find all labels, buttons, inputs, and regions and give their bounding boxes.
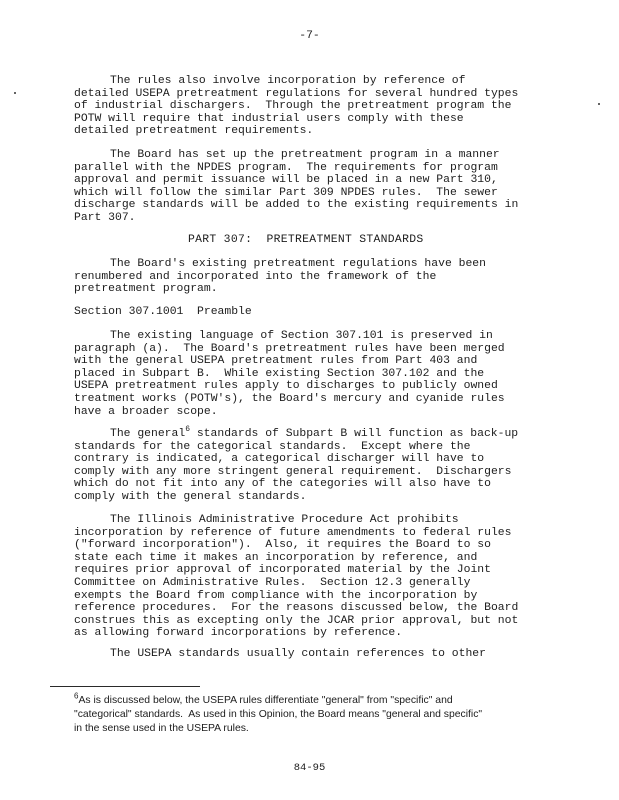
text-line: USEPA pretreatment rules apply to discharges to publicly owned <box>74 380 498 393</box>
footnote-reference: 6 <box>185 425 191 435</box>
text-line: POTW will require that industrial users comply with these <box>74 112 464 125</box>
text-line <box>74 425 554 441</box>
text-line: The rules also involve incorporation by reference of <box>110 75 466 87</box>
folio-number: 84-95 <box>293 762 326 774</box>
text-line: detailed pretreatment requirements. <box>74 125 314 138</box>
text-line: approval and permit issuance will be placed in a new Part 310, <box>74 174 498 187</box>
text-line: reference procedures. For the reasons discussed below, the Board <box>74 602 519 615</box>
footnote-line <box>74 691 574 708</box>
text-line: discharge standards will be added to the existing requirements in <box>74 199 519 212</box>
paragraph-renumbered <box>74 258 554 296</box>
footnote-line: "categorical" standards. As used in this Opinion, the Board means "general and specific" <box>74 709 483 720</box>
text-line: The Board's existing pretreatment regulations have been <box>110 258 486 270</box>
scan-speck <box>14 92 16 94</box>
footnote-mark: 6 <box>74 691 79 701</box>
text-line: renumbered and incorporated into the framework of the <box>74 270 437 283</box>
text-line: comply with the general standards. <box>74 490 307 503</box>
part-heading: PART 307: PRETREATMENT STANDARDS <box>188 234 424 246</box>
section-heading: Section 307.1001 Preamble <box>74 306 252 318</box>
text-line: incorporation by reference of future amendments to federal rules <box>74 526 512 539</box>
text-line: The Illinois Administrative Procedure Act prohibits <box>110 514 459 526</box>
text-line: which will follow the similar Part 309 NPDES rules. The sewer <box>74 186 498 199</box>
text-line: parallel with the NPDES program. The requirements for program <box>74 161 498 174</box>
text-line: Committee on Administrative Rules. Section 12.3 generally <box>74 576 471 589</box>
footnote-line: in the sense used in the USEPA rules. <box>74 723 249 734</box>
page-number: -7- <box>299 30 320 42</box>
text-line: treatment works (POTW's), the Board's mercury and cyanide rules <box>74 392 505 405</box>
text-line: as allowing forward incorporations by reference. <box>74 627 403 640</box>
text-line: exempts the Board from compliance with the incorporation by <box>74 589 478 602</box>
text-line: pretreatment program. <box>74 283 218 296</box>
text-line: Part 307. <box>74 211 136 224</box>
text-line: ("forward incorporation"). Also, it requires the Board to so <box>74 539 491 552</box>
paragraph-existing-language <box>74 330 554 418</box>
paragraph-incorporation <box>74 75 554 138</box>
scan-speck <box>598 103 600 105</box>
text-line: The Board has set up the pretreatment program in a manner <box>110 149 500 161</box>
text-line: requires prior approval of incorporated material by the Joint <box>74 564 491 577</box>
text-line: which do not fit into any of the categories will also have to <box>74 478 491 491</box>
paragraph-usepa-standards <box>74 648 554 661</box>
text-line: have a broader scope. <box>74 405 218 418</box>
text-line: The USEPA standards usually contain references to other <box>110 648 486 660</box>
footnote <box>74 691 574 736</box>
text-line: The existing language of Section 307.101 is preserved in <box>110 330 493 342</box>
footnote-text: As is discussed below, the USEPA rules differentiate "general" from "specific" and <box>78 695 453 706</box>
text-fragment: The general <box>110 428 186 440</box>
text-line: of industrial dischargers. Through the pretreatment program the <box>74 100 512 113</box>
text-line: state each time it makes an incorporation by reference, and <box>74 551 478 564</box>
text-line: with the general USEPA pretreatment rules from Part 403 and <box>74 355 478 368</box>
text-line: placed in Subpart B. While existing Section 307.102 and the <box>74 367 485 380</box>
paragraph-general-standards <box>74 425 554 504</box>
text-line: construes this as excepting only the JCAR prior approval, but not <box>74 614 519 627</box>
text-line: contrary is indicated, a categorical discharger will have to <box>74 453 485 466</box>
paragraph-program-setup <box>74 149 554 225</box>
text-line: comply with any more stringent general requirement. Dischargers <box>74 465 512 478</box>
text-line: detailed USEPA pretreatment regulations for several hundred types <box>74 87 519 100</box>
paragraph-procedure-act <box>74 514 554 640</box>
footnote-separator <box>50 686 200 687</box>
text-line: paragraph (a). The Board's pretreatment rules have been merged <box>74 342 505 355</box>
text-fragment: standards of Subpart B will function as back-up <box>190 428 519 440</box>
text-line: standards for the categorical standards. Except where the <box>74 440 471 453</box>
